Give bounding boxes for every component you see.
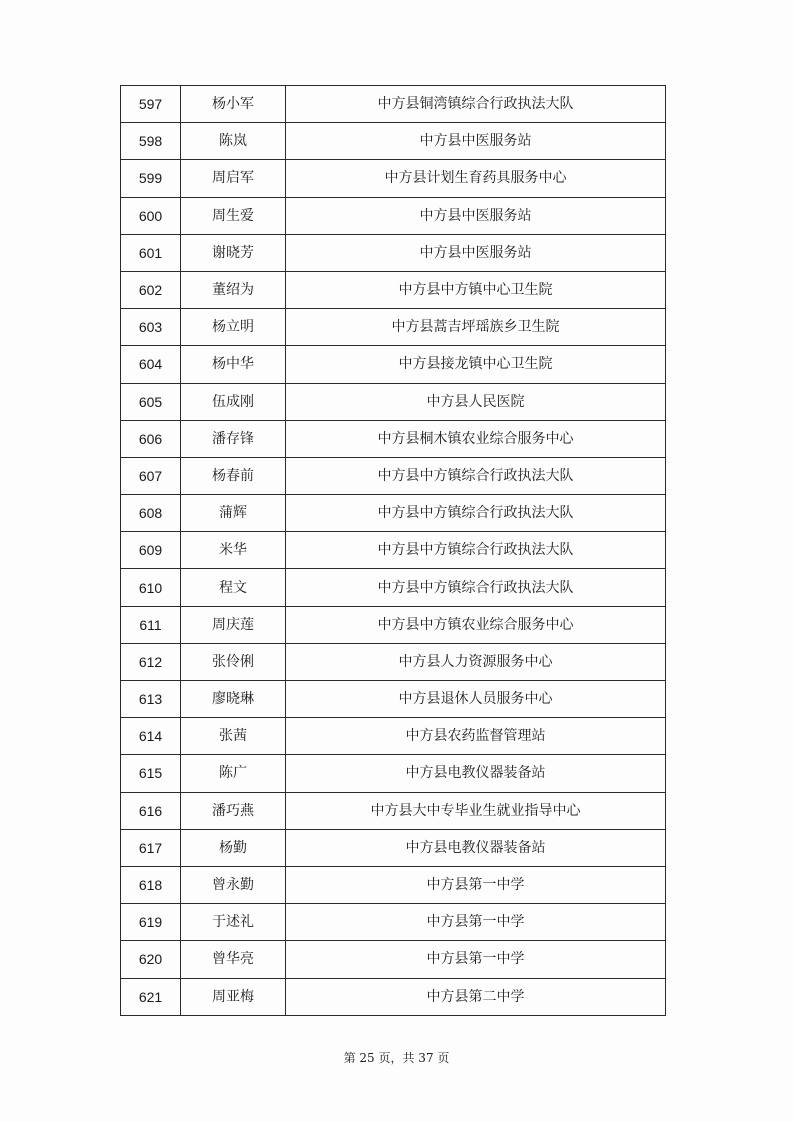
roster-table-body bbox=[121, 86, 666, 1016]
work-unit-cell: 中方县中方镇综合行政执法大队 bbox=[286, 495, 666, 532]
person-name-cell: 周庆莲 bbox=[181, 606, 286, 643]
person-name-cell: 杨立明 bbox=[181, 309, 286, 346]
table-row bbox=[121, 755, 666, 792]
work-unit-cell: 中方县人民医院 bbox=[286, 383, 666, 420]
serial-number-cell: 619 bbox=[121, 904, 181, 941]
work-unit-cell: 中方县中医服务站 bbox=[286, 197, 666, 234]
work-unit-cell: 中方县中方镇综合行政执法大队 bbox=[286, 569, 666, 606]
person-name-cell: 潘存锋 bbox=[181, 420, 286, 457]
work-unit-cell: 中方县蒿吉坪瑶族乡卫生院 bbox=[286, 309, 666, 346]
person-name-cell: 周亚梅 bbox=[181, 978, 286, 1015]
person-name-cell: 陈广 bbox=[181, 755, 286, 792]
table-row bbox=[121, 309, 666, 346]
person-name-cell: 谢晓芳 bbox=[181, 234, 286, 271]
table-row bbox=[121, 681, 666, 718]
serial-number-cell: 616 bbox=[121, 792, 181, 829]
work-unit-cell: 中方县电教仪器装备站 bbox=[286, 755, 666, 792]
serial-number-cell: 599 bbox=[121, 160, 181, 197]
serial-number-cell: 608 bbox=[121, 495, 181, 532]
serial-number-cell: 603 bbox=[121, 309, 181, 346]
work-unit-cell: 中方县农药监督管理站 bbox=[286, 718, 666, 755]
serial-number-cell: 615 bbox=[121, 755, 181, 792]
serial-number-cell: 611 bbox=[121, 606, 181, 643]
serial-number-cell: 601 bbox=[121, 234, 181, 271]
serial-number-cell: 600 bbox=[121, 197, 181, 234]
person-name-cell: 曾永勤 bbox=[181, 866, 286, 903]
table-row bbox=[121, 420, 666, 457]
work-unit-cell: 中方县人力资源服务中心 bbox=[286, 643, 666, 680]
table-row bbox=[121, 829, 666, 866]
table-row bbox=[121, 86, 666, 123]
work-unit-cell: 中方县中方镇综合行政执法大队 bbox=[286, 457, 666, 494]
table-row bbox=[121, 532, 666, 569]
work-unit-cell: 中方县铜湾镇综合行政执法大队 bbox=[286, 86, 666, 123]
person-name-cell: 杨小军 bbox=[181, 86, 286, 123]
serial-number-cell: 605 bbox=[121, 383, 181, 420]
serial-number-cell: 610 bbox=[121, 569, 181, 606]
person-name-cell: 廖晓琳 bbox=[181, 681, 286, 718]
person-name-cell: 张茜 bbox=[181, 718, 286, 755]
table-row bbox=[121, 383, 666, 420]
table-row bbox=[121, 718, 666, 755]
serial-number-cell: 614 bbox=[121, 718, 181, 755]
roster-table bbox=[120, 85, 666, 1016]
table-row bbox=[121, 606, 666, 643]
table-row bbox=[121, 197, 666, 234]
table-row bbox=[121, 160, 666, 197]
serial-number-cell: 607 bbox=[121, 457, 181, 494]
table-row bbox=[121, 234, 666, 271]
person-name-cell: 张伶俐 bbox=[181, 643, 286, 680]
table-row bbox=[121, 495, 666, 532]
person-name-cell: 董绍为 bbox=[181, 271, 286, 308]
work-unit-cell: 中方县接龙镇中心卫生院 bbox=[286, 346, 666, 383]
serial-number-cell: 621 bbox=[121, 978, 181, 1015]
work-unit-cell: 中方县第一中学 bbox=[286, 866, 666, 903]
serial-number-cell: 604 bbox=[121, 346, 181, 383]
table-row bbox=[121, 346, 666, 383]
table-row bbox=[121, 271, 666, 308]
table-row bbox=[121, 904, 666, 941]
serial-number-cell: 612 bbox=[121, 643, 181, 680]
person-name-cell: 伍成刚 bbox=[181, 383, 286, 420]
person-name-cell: 杨春前 bbox=[181, 457, 286, 494]
serial-number-cell: 618 bbox=[121, 866, 181, 903]
table-row bbox=[121, 123, 666, 160]
table-row bbox=[121, 643, 666, 680]
serial-number-cell: 620 bbox=[121, 941, 181, 978]
person-name-cell: 陈岚 bbox=[181, 123, 286, 160]
work-unit-cell: 中方县第一中学 bbox=[286, 941, 666, 978]
serial-number-cell: 609 bbox=[121, 532, 181, 569]
work-unit-cell: 中方县第二中学 bbox=[286, 978, 666, 1015]
serial-number-cell: 606 bbox=[121, 420, 181, 457]
person-name-cell: 周生爱 bbox=[181, 197, 286, 234]
work-unit-cell: 中方县中医服务站 bbox=[286, 123, 666, 160]
work-unit-cell: 中方县中方镇中心卫生院 bbox=[286, 271, 666, 308]
work-unit-cell: 中方县中方镇综合行政执法大队 bbox=[286, 532, 666, 569]
person-name-cell: 杨中华 bbox=[181, 346, 286, 383]
work-unit-cell: 中方县电教仪器装备站 bbox=[286, 829, 666, 866]
serial-number-cell: 602 bbox=[121, 271, 181, 308]
person-name-cell: 于述礼 bbox=[181, 904, 286, 941]
table-row bbox=[121, 978, 666, 1015]
work-unit-cell: 中方县计划生育药具服务中心 bbox=[286, 160, 666, 197]
person-name-cell: 潘巧燕 bbox=[181, 792, 286, 829]
person-name-cell: 米华 bbox=[181, 532, 286, 569]
table-row bbox=[121, 941, 666, 978]
table-row bbox=[121, 792, 666, 829]
person-name-cell: 曾华亮 bbox=[181, 941, 286, 978]
serial-number-cell: 598 bbox=[121, 123, 181, 160]
work-unit-cell: 中方县第一中学 bbox=[286, 904, 666, 941]
work-unit-cell: 中方县大中专毕业生就业指导中心 bbox=[286, 792, 666, 829]
work-unit-cell: 中方县中医服务站 bbox=[286, 234, 666, 271]
person-name-cell: 杨勤 bbox=[181, 829, 286, 866]
page-number-footer: 第 25 页，共 37 页 bbox=[343, 1051, 450, 1065]
serial-number-cell: 613 bbox=[121, 681, 181, 718]
table-row bbox=[121, 457, 666, 494]
person-name-cell: 蒲辉 bbox=[181, 495, 286, 532]
serial-number-cell: 597 bbox=[121, 86, 181, 123]
person-name-cell: 程文 bbox=[181, 569, 286, 606]
work-unit-cell: 中方县桐木镇农业综合服务中心 bbox=[286, 420, 666, 457]
table-row bbox=[121, 569, 666, 606]
work-unit-cell: 中方县中方镇农业综合服务中心 bbox=[286, 606, 666, 643]
work-unit-cell: 中方县退休人员服务中心 bbox=[286, 681, 666, 718]
person-name-cell: 周启军 bbox=[181, 160, 286, 197]
serial-number-cell: 617 bbox=[121, 829, 181, 866]
table-row bbox=[121, 866, 666, 903]
